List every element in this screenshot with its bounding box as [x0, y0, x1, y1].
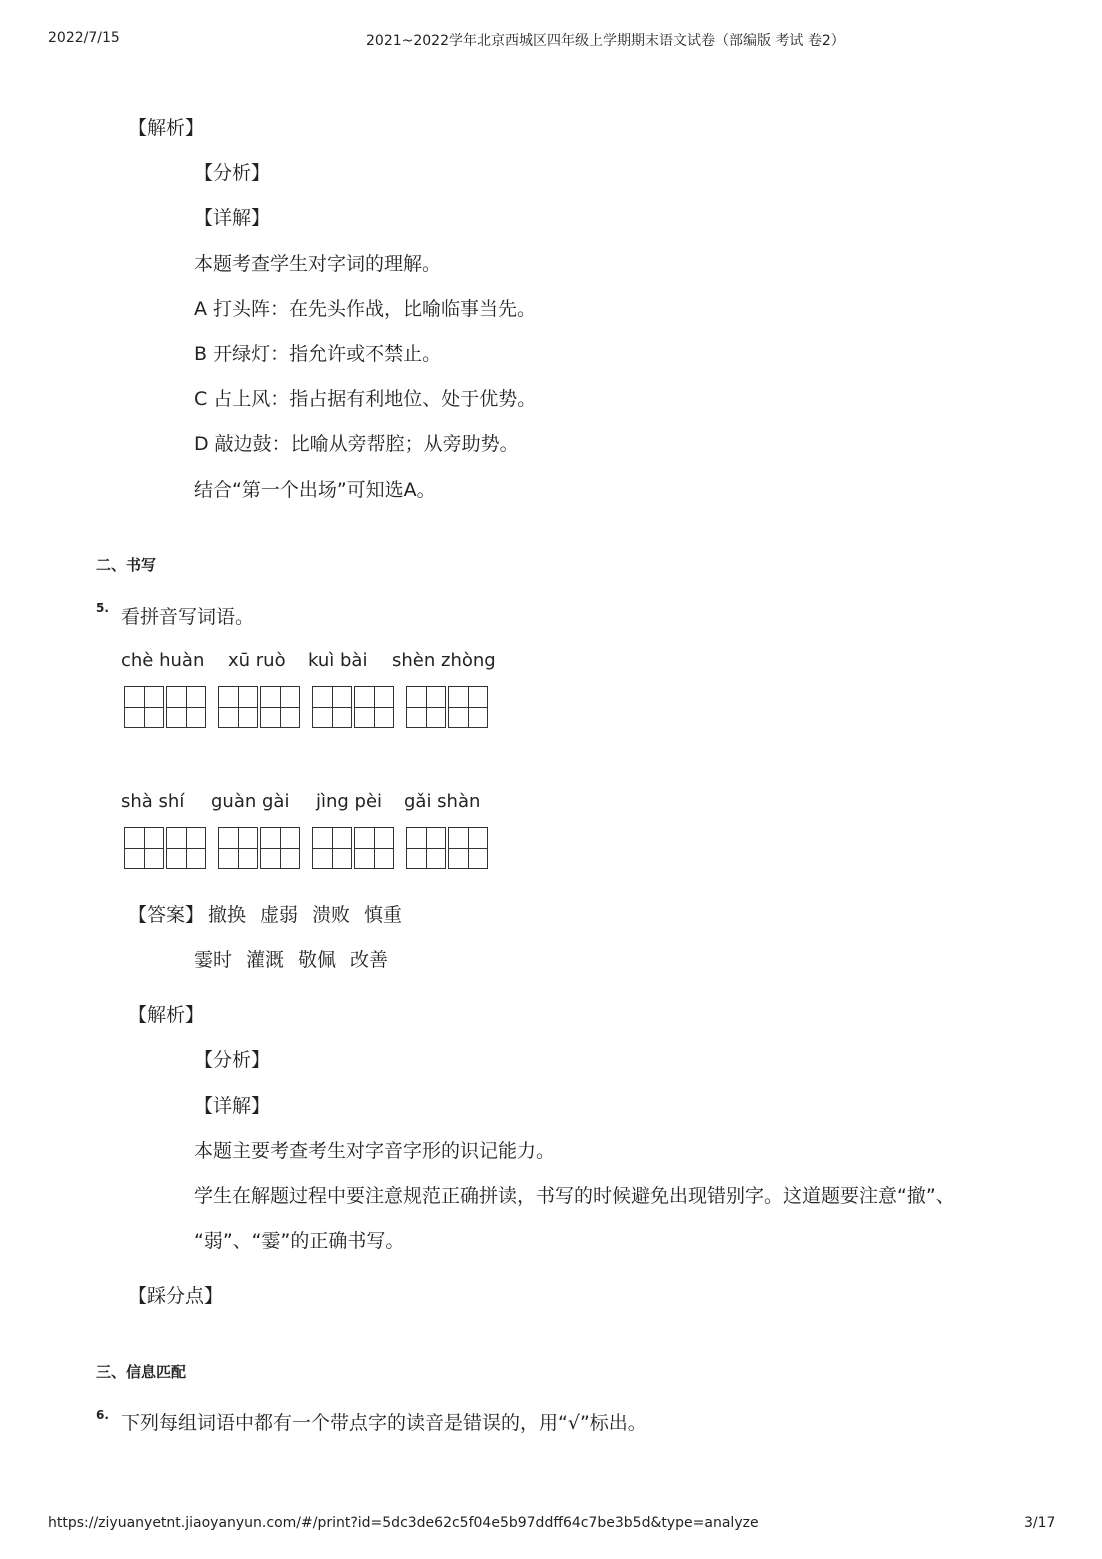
q6-prompt: 下列每组词语中都有一个带点字的读音是错误的，用“√”标出。	[121, 1412, 647, 1434]
writing-box-word	[124, 827, 208, 869]
writing-cell	[406, 686, 446, 728]
q4-line-6: 结合“第一个出场”可知选A。	[194, 479, 436, 501]
answer-word: 虚弱	[260, 904, 299, 926]
writing-cell	[124, 827, 164, 869]
q5-xiangjie-label: 【详解】	[194, 1095, 271, 1117]
writing-grid-row-1	[124, 686, 500, 728]
writing-cell	[218, 686, 258, 728]
answer-word: 改善	[350, 949, 389, 971]
writing-cell	[260, 686, 300, 728]
answer-word: 撤换	[208, 904, 247, 926]
pinyin-1: chè huàn	[121, 650, 205, 671]
q4-jiexi-label: 【解析】	[128, 117, 205, 139]
writing-box-word	[312, 686, 396, 728]
q4-line-1: 本题考查学生对字词的理解。	[194, 253, 442, 275]
pinyin-6: guàn gài	[211, 791, 290, 812]
q5-answers-row-1	[208, 903, 416, 927]
q5-jiexi-label: 【解析】	[128, 1004, 205, 1026]
writing-cell	[218, 827, 258, 869]
writing-cell	[354, 686, 394, 728]
writing-cell	[166, 686, 206, 728]
section-title-matching: 三、信息匹配	[96, 1363, 187, 1381]
q5-caifen-label: 【踩分点】	[128, 1285, 224, 1307]
page-url: https://ziyuanyetnt.jiaoyanyun.com/#/print?id=5dc3de62c5f04e5b97ddff64c7be3b5d&type=analyze	[48, 1515, 759, 1531]
q4-fenxi-label: 【分析】	[194, 162, 271, 184]
pinyin-4: shèn zhòng	[392, 650, 496, 671]
writing-box-word	[124, 686, 208, 728]
q5-line-3: “弱”、“霎”的正确书写。	[194, 1230, 405, 1252]
writing-cell	[406, 827, 446, 869]
writing-grid-row-2	[124, 827, 500, 869]
document-title: 2021~2022学年北京西城区四年级上学期期末语文试卷（部编版 考试 卷2）	[366, 33, 845, 49]
q4-line-4: C 占上风：指占据有利地位、处于优势。	[194, 388, 537, 410]
pinyin-5: shà shí	[121, 791, 185, 812]
q5-answer-label: 【答案】	[128, 904, 205, 926]
pinyin-3: kuì bài	[308, 650, 368, 671]
pinyin-8: gǎi shàn	[404, 791, 481, 812]
q5-answers-row-2	[194, 948, 402, 972]
q4-line-2: A 打头阵：在先头作战，比喻临事当先。	[194, 298, 537, 320]
writing-cell	[354, 827, 394, 869]
writing-cell	[448, 827, 488, 869]
writing-box-word	[406, 827, 490, 869]
writing-cell	[312, 686, 352, 728]
pinyin-7: jìng pèi	[316, 791, 383, 812]
writing-cell	[166, 827, 206, 869]
q4-line-5: D 敲边鼓：比喻从旁帮腔；从旁助势。	[194, 433, 519, 455]
writing-cell	[124, 686, 164, 728]
q5-line-2: 学生在解题过程中要注意规范正确拼读，书写的时候避免出现错别字。这道题要注意“撤”、	[194, 1185, 955, 1207]
answer-word: 灌溉	[246, 949, 285, 971]
section-title-writing: 二、书写	[96, 556, 157, 574]
q5-line-1: 本题主要考查考生对字音字形的识记能力。	[194, 1140, 556, 1162]
writing-cell	[260, 827, 300, 869]
print-date: 2022/7/15	[48, 30, 120, 46]
writing-box-word	[312, 827, 396, 869]
answer-word: 霎时	[194, 949, 233, 971]
answer-word: 溃败	[312, 904, 351, 926]
page-number: 3/17	[1024, 1515, 1056, 1531]
writing-box-word	[218, 686, 302, 728]
q4-line-3: B 开绿灯：指允许或不禁止。	[194, 343, 442, 365]
writing-box-word	[406, 686, 490, 728]
writing-box-word	[218, 827, 302, 869]
q5-fenxi-label: 【分析】	[194, 1049, 271, 1071]
q5-number: 5.	[96, 601, 109, 615]
q5-prompt: 看拼音写词语。	[121, 606, 255, 628]
q6-number: 6.	[96, 1408, 109, 1422]
answer-word: 慎重	[364, 904, 403, 926]
writing-cell	[448, 686, 488, 728]
writing-cell	[312, 827, 352, 869]
answer-word: 敬佩	[298, 949, 337, 971]
pinyin-2: xū ruò	[228, 650, 286, 671]
q4-xiangjie-label: 【详解】	[194, 207, 271, 229]
